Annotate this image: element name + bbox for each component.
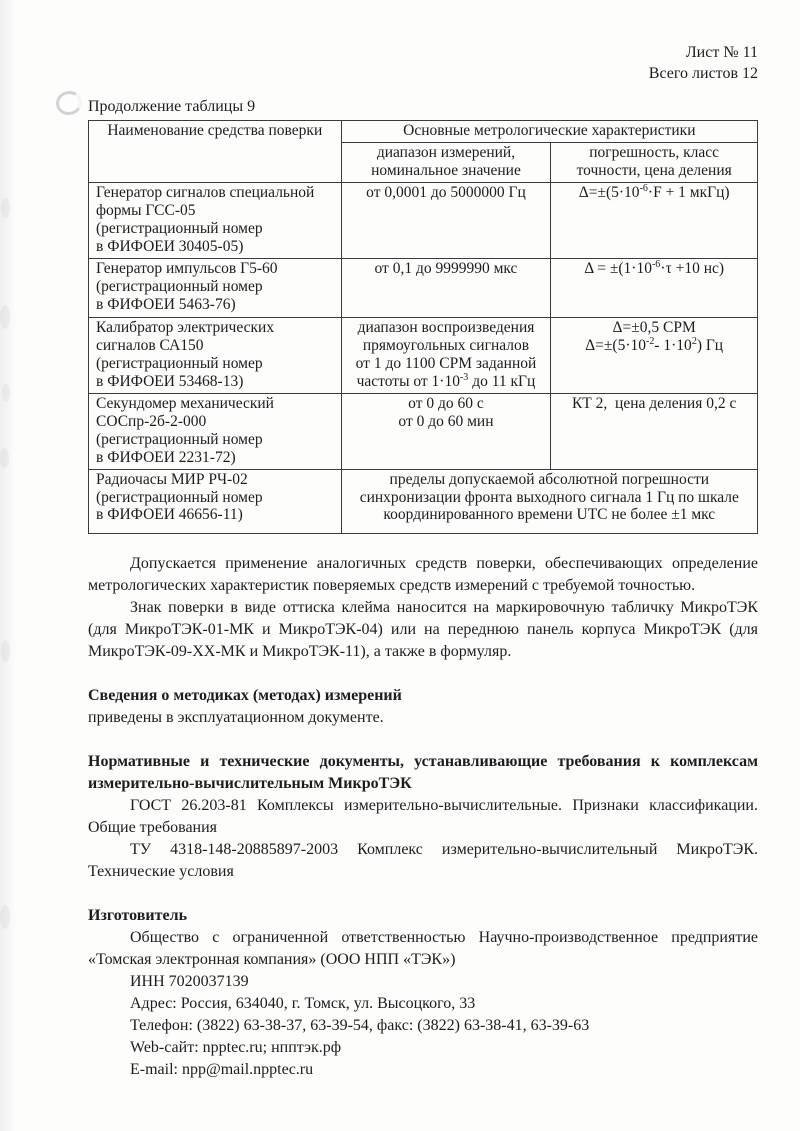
punch-hole-artifact — [54, 89, 84, 118]
equipment-range: диапазон воспроизведения прямоугольных сигналов от 1 до 1100 СРМ заданной частоты от $1\cdot 10^{-3}$ до 11 кГц — [341, 317, 551, 393]
equipment-error: Δ=±0,5 СРМ $\Delta=\pm(5\cdot 10^{-2}-$ $1\cdot 10^2$) Гц — [551, 317, 758, 393]
manufacturer-website: Web-сайт: npptec.ru; нпптэк.рф — [130, 1038, 342, 1056]
equipment-range: от 0,1 до 9999990 мкс — [341, 258, 551, 317]
page-content — [88, 0, 758, 1081]
manufacturer-company: Общество с ограниченной ответственностью Научно-производственное предприятие «Томская электронная компания» (ООО НПП «ТЭК») — [88, 928, 758, 968]
scan-smudge — [0, 905, 10, 929]
manufacturer-section-heading: Изготовитель — [88, 906, 188, 924]
manufacturer-phone: Телефон: (3822) 63-38-37, 63-39-54, факс: (3822) 63-38-41, 63-39-63 — [130, 1016, 590, 1034]
methods-section-heading: Сведения о методиках (методах) измерений — [88, 686, 402, 704]
scan-smudge — [2, 384, 10, 402]
scan-smudge — [1, 640, 10, 662]
equipment-error: КТ 2, цена деления 0,2 с — [551, 393, 758, 469]
scan-smudge — [0, 448, 9, 468]
methods-section-body: приведены в эксплуатационном документе. — [88, 708, 384, 726]
sheet-number: Лист № 11 — [685, 44, 758, 61]
normative-item-gost: ГОСТ 26.203-81 Комплексы измерительно-вычислительные. Признаки классификации. Общие требования — [88, 796, 758, 836]
table-row — [89, 317, 758, 393]
equipment-name: Секундомер механический СОСпр-2б-2-000 (регистрационный номер в ФИФОЕИ 2231-72) — [89, 393, 342, 469]
equipment-error: $\Delta = \pm(1\cdot 10^{-6}\cdot\tau +10$ нс) — [551, 258, 758, 317]
table-row — [89, 258, 758, 317]
equipment-name: Генератор сигналов специальной формы ГСС-05 (регистрационный номер в ФИФОЕИ 30405-05) — [89, 182, 342, 258]
scan-smudge — [1, 198, 10, 218]
equipment-name: Радиочасы МИР РЧ-02 (регистрационный номер в ФИФОЕИ 46656-11) — [89, 469, 342, 533]
table-row — [89, 469, 758, 533]
paragraph-analog-means: Допускается применение аналогичных средств поверки, обеспечивающих определение метрологических характеристик поверяемых средств измерений с требуемой точностью. — [88, 554, 758, 594]
column-header-group: Основные метрологические характеристики — [341, 121, 757, 143]
manufacturer-address: Адрес: Россия, 634040, г. Томск, ул. Высоцкого, 33 — [130, 994, 476, 1012]
manufacturer-email: E-mail: npp@mail.npptec.ru — [130, 1060, 314, 1078]
page-header — [88, 0, 758, 84]
equipment-range: от 0,0001 до 5000000 Гц — [341, 182, 551, 258]
scan-edge-artifact — [0, 0, 16, 1131]
column-header-error: погрешность, класс точности, цена деления — [551, 142, 758, 182]
table-caption: Продолжение таблицы 9 — [88, 98, 256, 115]
table-row — [89, 393, 758, 469]
equipment-error: $\Delta=\pm(5\cdot 10^{-6}\cdot F + 1$ мкГц) — [551, 182, 758, 258]
total-sheets: Всего листов 12 — [648, 65, 758, 82]
equipment-name: Генератор импульсов Г5-60 (регистрационный номер в ФИФОЕИ 5463-76) — [89, 258, 342, 317]
equipment-merged-spec: пределы допускаемой абсолютной погрешности синхронизации фронта выходного сигнала 1 Гц по шкале координированного времени UTC не более ±1 мкс — [341, 469, 757, 533]
normative-item-tu: ТУ 4318-148-20885897-2003 Комплекс измерительно-вычислительный МикроТЭК. Технические условия — [88, 840, 758, 880]
scan-smudge — [0, 305, 10, 329]
manufacturer-inn: ИНН 7020037139 — [130, 972, 249, 990]
equipment-name: Калибратор электрических сигналов СА150 (регистрационный номер в ФИФОЕИ 53468-13) — [89, 317, 342, 393]
equipment-range: от 0 до 60 с от 0 до 60 мин — [341, 393, 551, 469]
paragraph-verification-mark: Знак поверки в виде оттиска клейма наносится на маркировочную табличку МикроТЭК (для МикроТЭК-01-МК и МикроТЭК-04) или на переднюю панель корпуса МикроТЭК (для МикроТЭК-09-ХХ-МК и МикроТЭК-11), а также в формуляр. — [88, 598, 758, 660]
verification-equipment-table — [88, 120, 758, 534]
column-header-name: Наименование средства поверки — [89, 121, 342, 183]
column-header-range: диапазон измерений, номинальное значение — [341, 142, 551, 182]
table-header-group-row — [89, 121, 758, 143]
table-row — [89, 182, 758, 258]
normative-section-heading: Нормативные и технические документы, устанавливающие требования к комплексам измерительно-вычислительным МикроТЭК — [88, 752, 758, 792]
